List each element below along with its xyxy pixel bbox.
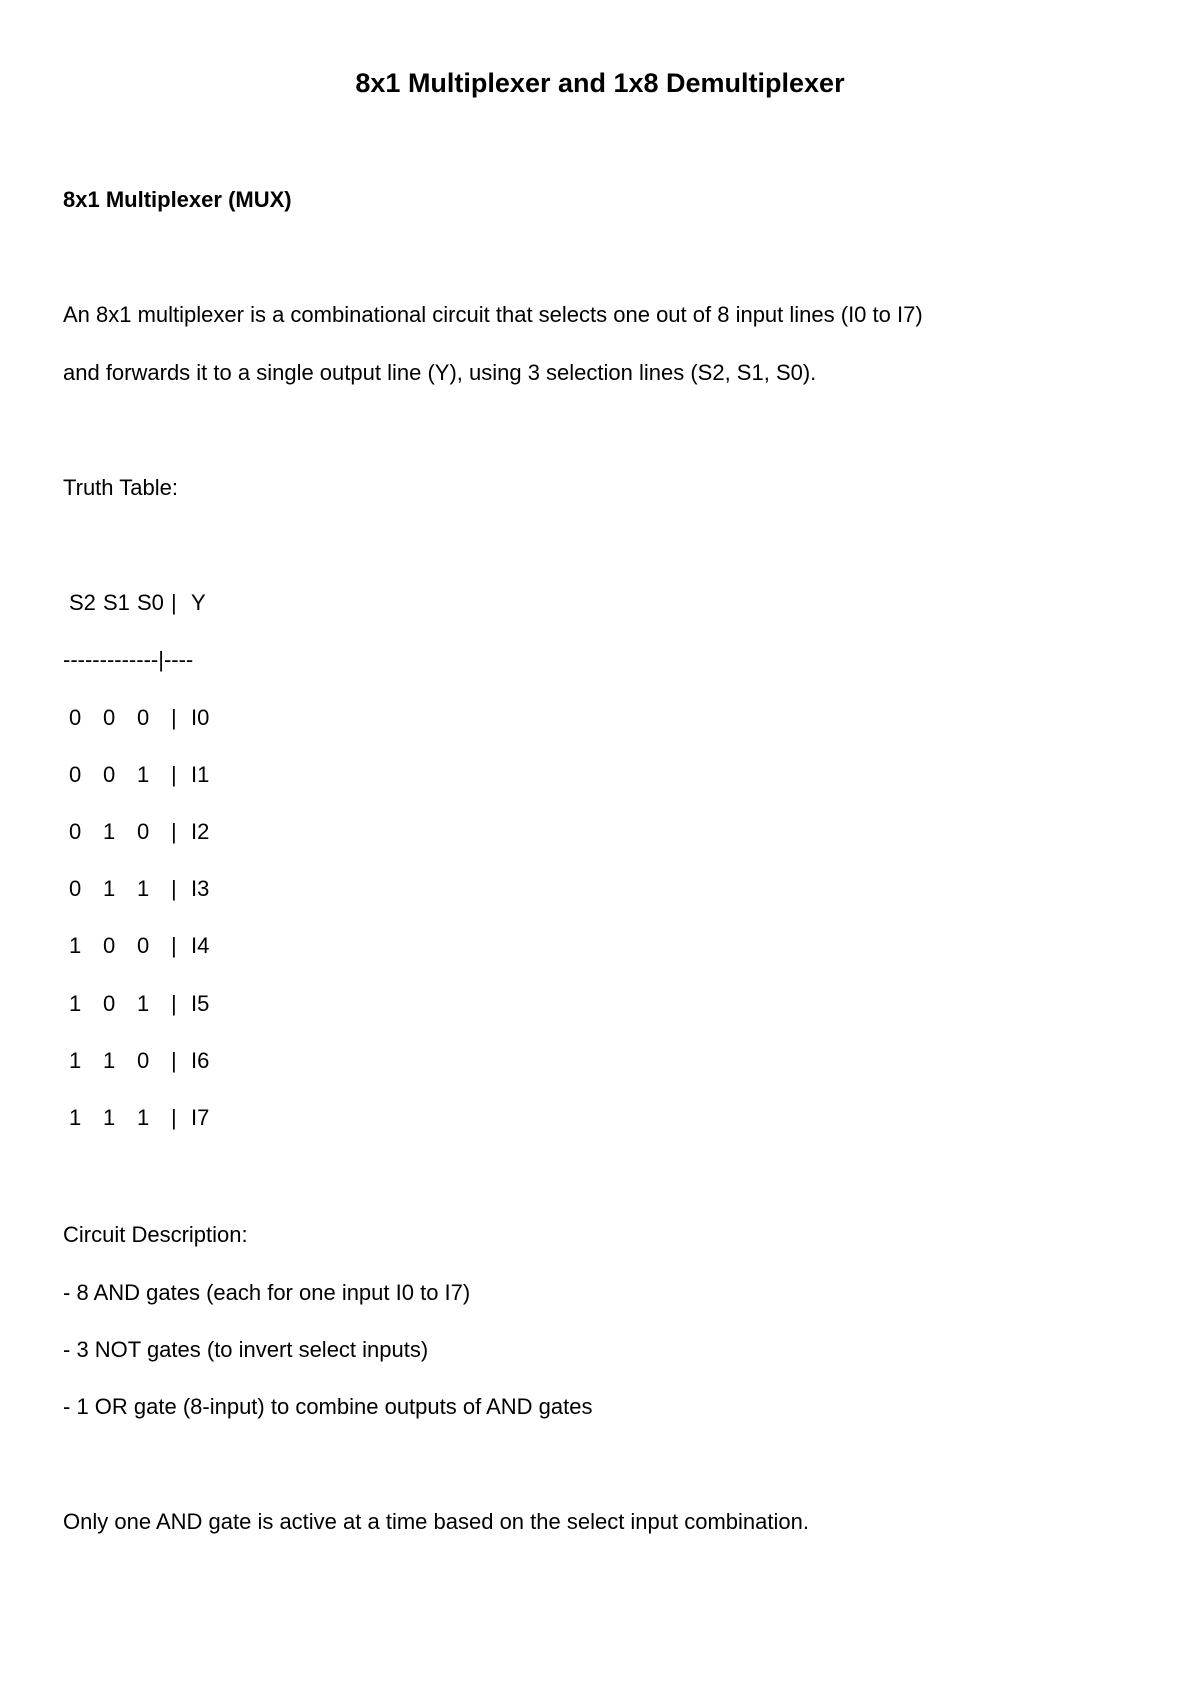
header-s2: S2 xyxy=(69,590,96,615)
cell-bar: | xyxy=(171,933,177,958)
cell-s1: 1 xyxy=(103,876,116,901)
list-item: - 8 AND gates (each for one input I0 to I7) xyxy=(63,1280,471,1305)
cell-bar: | xyxy=(171,762,177,787)
table-row xyxy=(63,875,210,903)
truth-table-label: Truth Table: xyxy=(63,475,178,500)
header-bar: | xyxy=(171,590,177,615)
cell-s1: 0 xyxy=(103,991,116,1016)
cell-y: I4 xyxy=(191,933,210,958)
cell-bar: | xyxy=(171,1105,177,1130)
closing-line: Only one AND gate is active at a time based on the select input combination. xyxy=(63,1509,809,1534)
truth-table-header xyxy=(63,589,206,617)
table-row xyxy=(63,1047,210,1075)
cell-s2: 0 xyxy=(69,876,82,901)
cell-s0: 1 xyxy=(137,1105,150,1130)
cell-s1: 1 xyxy=(103,819,116,844)
cell-s1: 0 xyxy=(103,762,116,787)
cell-s0: 0 xyxy=(137,933,150,958)
table-row xyxy=(63,761,210,789)
cell-s2: 0 xyxy=(69,705,82,730)
header-s0: S0 xyxy=(137,590,164,615)
intro-line-2: and forwards it to a single output line (Y), using 3 selection lines (S2, S1, S0). xyxy=(63,360,817,385)
cell-bar: | xyxy=(171,876,177,901)
cell-s0: 0 xyxy=(137,819,150,844)
list-item: - 1 OR gate (8-input) to combine outputs of AND gates xyxy=(63,1394,593,1419)
document-title: 8x1 Multiplexer and 1x8 Demultiplexer xyxy=(355,68,845,98)
table-row xyxy=(63,704,210,732)
cell-bar: | xyxy=(171,705,177,730)
cell-y: I5 xyxy=(191,991,210,1016)
cell-s1: 0 xyxy=(103,705,116,730)
cell-bar: | xyxy=(171,1048,177,1073)
cell-y: I6 xyxy=(191,1048,210,1073)
cell-s0: 1 xyxy=(137,762,150,787)
cell-bar: | xyxy=(171,819,177,844)
header-s1: S1 xyxy=(103,590,130,615)
cell-y: I1 xyxy=(191,762,210,787)
cell-s1: 0 xyxy=(103,933,116,958)
cell-y: I2 xyxy=(191,819,210,844)
cell-s2: 1 xyxy=(69,1105,82,1130)
cell-bar: | xyxy=(171,991,177,1016)
circuit-description-label: Circuit Description: xyxy=(63,1222,248,1247)
cell-s1: 1 xyxy=(103,1048,116,1073)
cell-s0: 1 xyxy=(137,876,150,901)
section-heading: 8x1 Multiplexer (MUX) xyxy=(63,187,292,212)
cell-s2: 0 xyxy=(69,762,82,787)
cell-s2: 0 xyxy=(69,819,82,844)
cell-y: I7 xyxy=(191,1105,210,1130)
truth-table-separator: -------------|---- xyxy=(63,647,194,672)
cell-y: I3 xyxy=(191,876,210,901)
table-row xyxy=(63,932,210,960)
list-item: - 3 NOT gates (to invert select inputs) xyxy=(63,1337,429,1362)
cell-y: I0 xyxy=(191,705,210,730)
header-y: Y xyxy=(191,590,206,615)
cell-s1: 1 xyxy=(103,1105,116,1130)
cell-s2: 1 xyxy=(69,1048,82,1073)
table-row xyxy=(63,818,210,846)
cell-s0: 1 xyxy=(137,991,150,1016)
cell-s0: 0 xyxy=(137,1048,150,1073)
cell-s0: 0 xyxy=(137,705,150,730)
intro-line-1: An 8x1 multiplexer is a combinational circuit that selects one out of 8 input lines (I0 to I7) xyxy=(63,302,923,327)
cell-s2: 1 xyxy=(69,991,82,1016)
table-row xyxy=(63,990,210,1018)
cell-s2: 1 xyxy=(69,933,82,958)
table-row xyxy=(63,1104,210,1132)
